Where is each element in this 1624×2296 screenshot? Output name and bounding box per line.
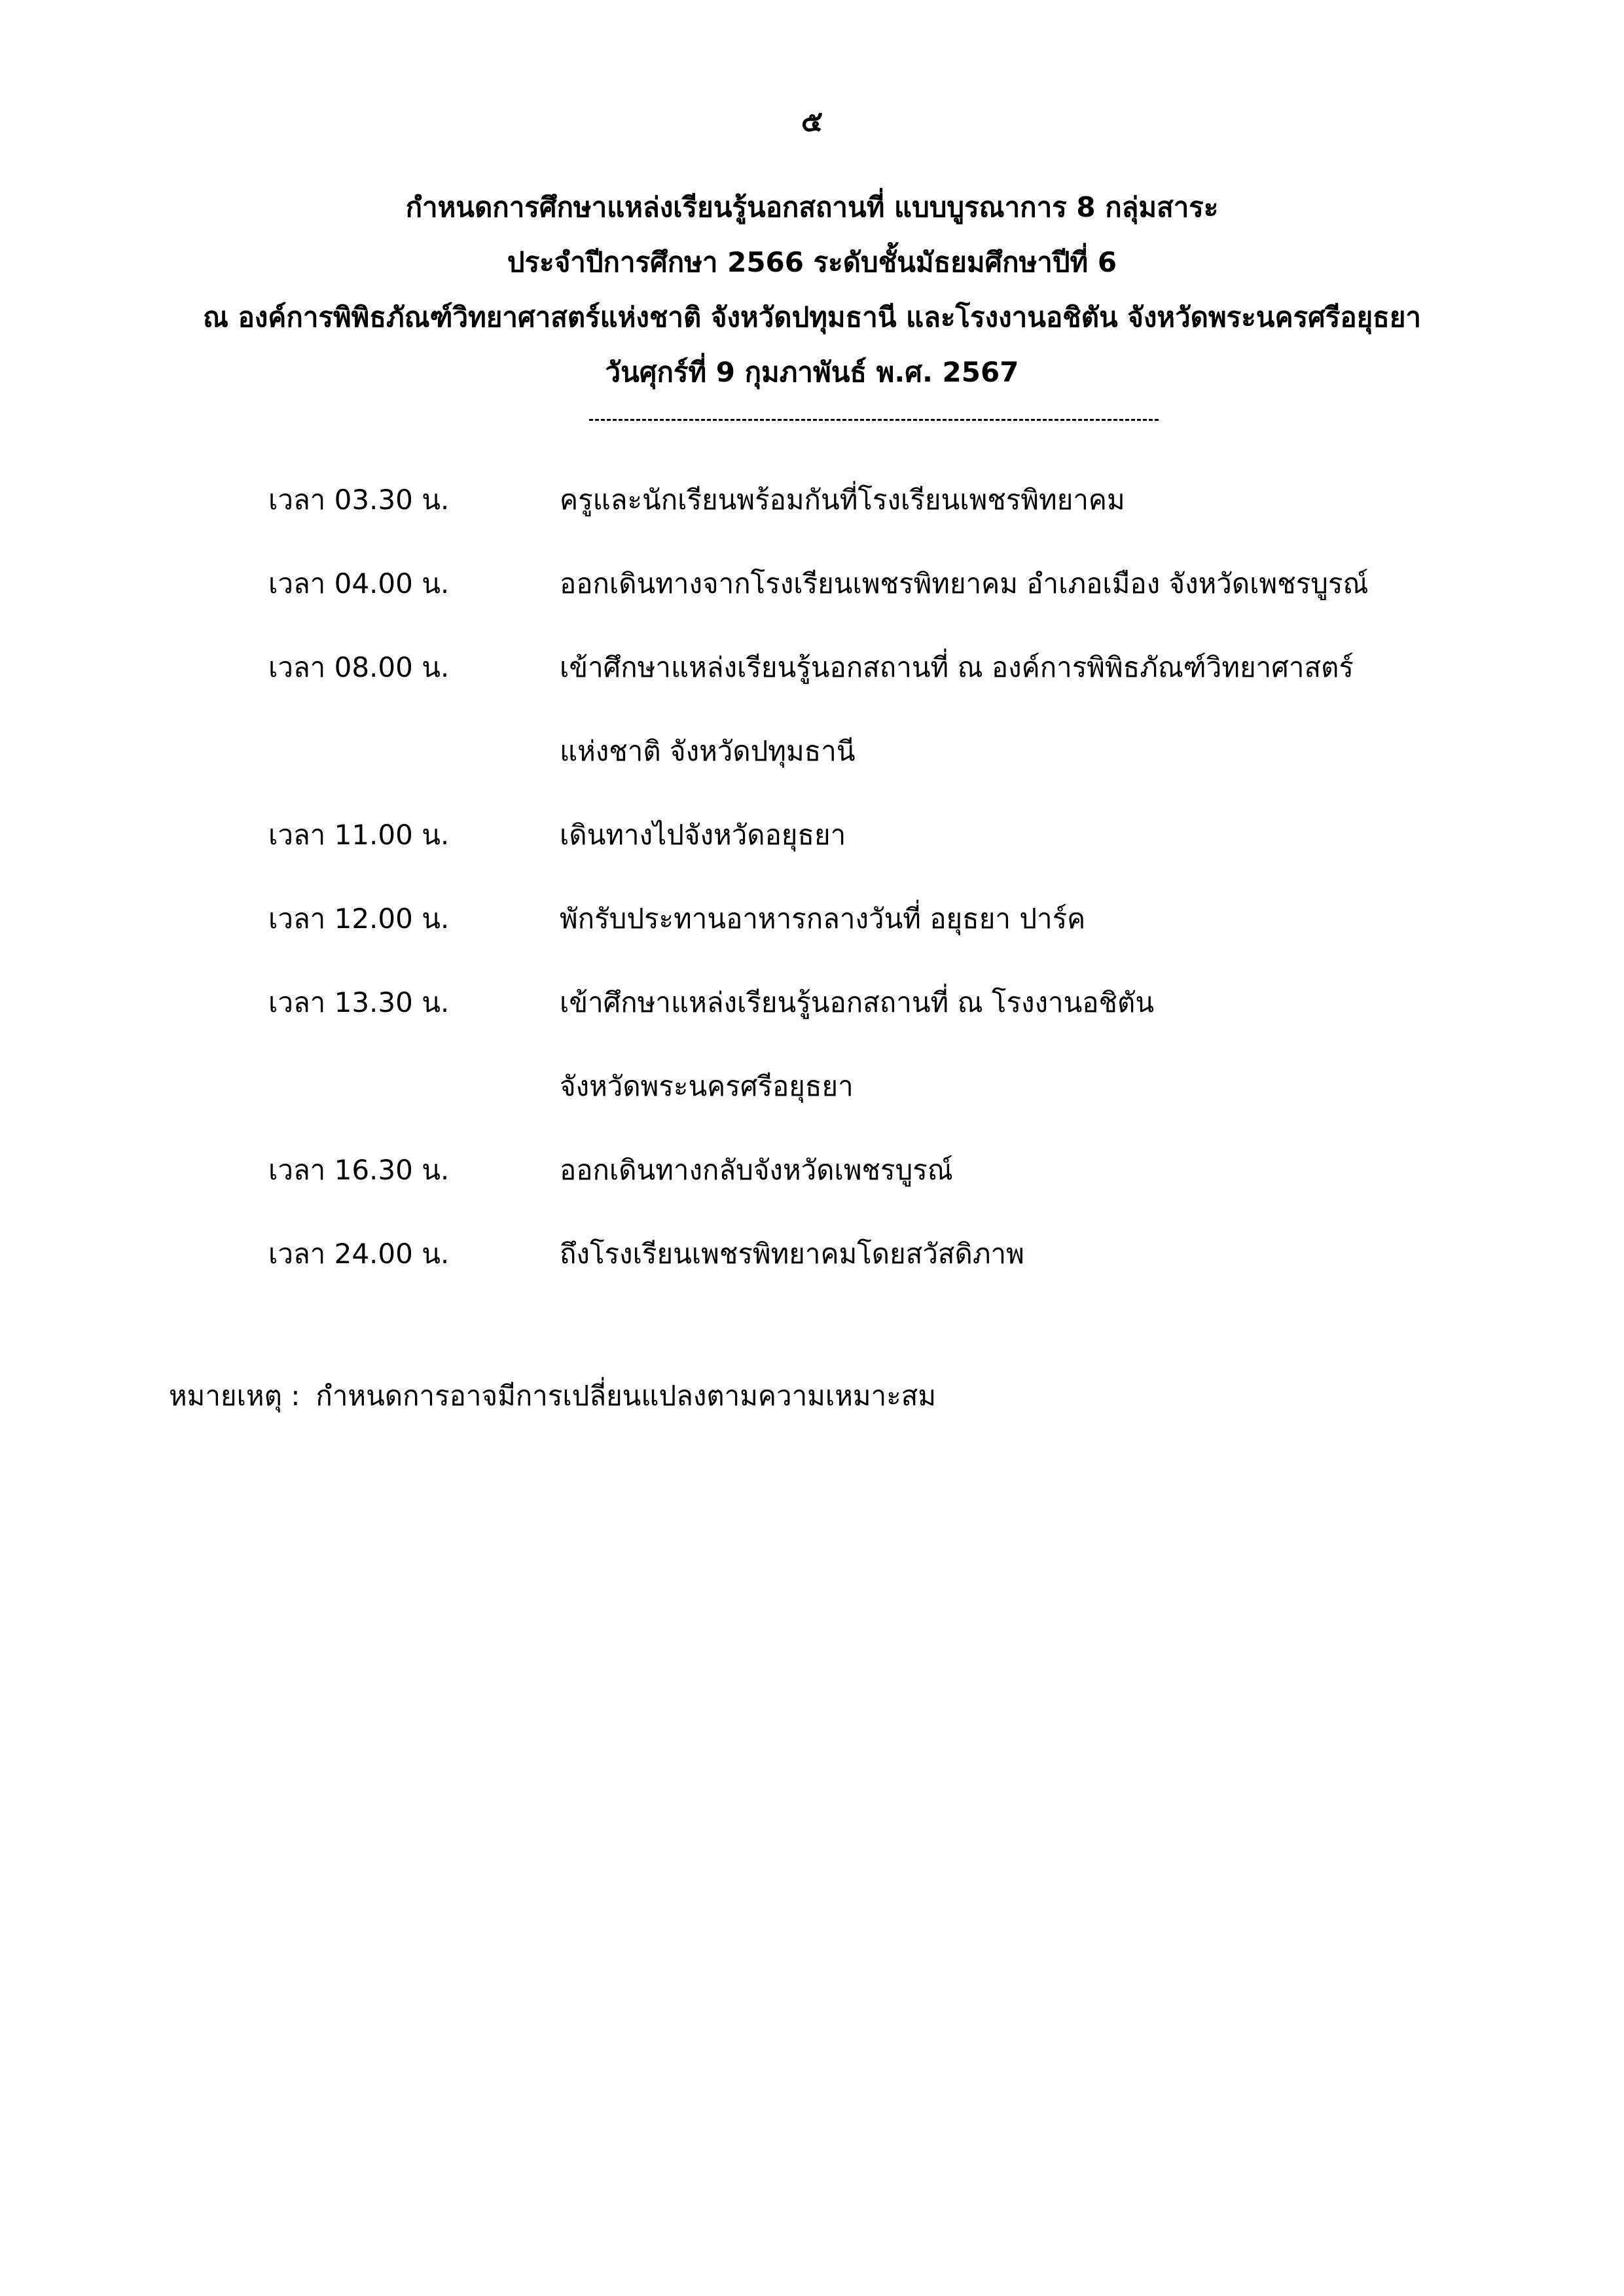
schedule-row	[268, 458, 1447, 542]
title-line: ณ องค์การพิพิธภัณฑ์วิทยาศาสตร์แห่งชาติ จังหวัดปทุมธานี และโรงงานอชิตัน จังหวัดพระนครศรีอยุธยา	[202, 301, 1422, 333]
schedule-activity: ครูและนักเรียนพร้อมกันที่โรงเรียนเพชรพิทยาคม	[560, 484, 1125, 516]
title-line: วันศุกร์ที่ 9 กุมภาพันธ์ พ.ศ. 2567	[605, 356, 1019, 388]
remark-text: กำหนดการอาจมีการเปลี่ยนแปลงตามความเหมาะสม	[316, 1380, 937, 1412]
schedule-time: เวลา 04.00 น.	[268, 567, 450, 600]
schedule-time: เวลา 12.00 น.	[268, 903, 450, 935]
schedule-activity: จังหวัดพระนครศรีอยุธยา	[560, 1070, 854, 1102]
page-number: ๕	[801, 105, 823, 138]
schedule-time: เวลา 08.00 น.	[268, 651, 450, 683]
schedule-row	[268, 1212, 1447, 1296]
schedule-activity: ถึงโรงเรียนเพชรพิทยาคมโดยสวัสดิภาพ	[560, 1238, 1024, 1270]
remark-label: หมายเหตุ :	[169, 1380, 300, 1412]
schedule-row-continuation	[268, 709, 1447, 793]
title-line: ประจำปีการศึกษา 2566 ระดับชั้นมัธยมศึกษาปีที่ 6	[507, 246, 1117, 278]
schedule-activity: เข้าศึกษาแหล่งเรียนรู้นอกสถานที่ ณ องค์การพิพิธภัณฑ์วิทยาศาสตร์	[560, 651, 1354, 683]
schedule-activity: เดินทางไปจังหวัดอยุธยา	[560, 819, 846, 851]
schedule-activity: เข้าศึกษาแหล่งเรียนรู้นอกสถานที่ ณ โรงงานอชิตัน	[560, 986, 1155, 1018]
schedule-row	[268, 961, 1447, 1045]
schedule-row-continuation	[268, 1045, 1447, 1128]
schedule-time: เวลา 13.30 น.	[268, 986, 450, 1018]
schedule-time: เวลา 11.00 น.	[268, 819, 450, 851]
schedule-activity: ออกเดินทางจากโรงเรียนเพชรพิทยาคม อำเภอเมือง จังหวัดเพชรบูรณ์	[560, 567, 1369, 600]
schedule-row	[268, 793, 1447, 877]
schedule-time: เวลา 24.00 น.	[268, 1238, 450, 1270]
schedule-row	[268, 877, 1447, 961]
schedule-list	[268, 458, 1447, 1296]
schedule-time: เวลา 16.30 น.	[268, 1154, 450, 1186]
title-line: กำหนดการศึกษาแหล่งเรียนรู้นอกสถานที่ แบบบูรณาการ 8 กลุ่มสาระ	[405, 191, 1219, 223]
remark	[169, 1374, 936, 1418]
schedule-row	[268, 626, 1447, 709]
schedule-activity: พักรับประทานอาหารกลางวันที่ อยุธยา ปาร์ค	[560, 903, 1086, 935]
document-title	[0, 180, 1624, 400]
schedule-activity: ออกเดินทางกลับจังหวัดเพชรบูรณ์	[560, 1154, 953, 1186]
schedule-row	[268, 1128, 1447, 1212]
schedule-time: เวลา 03.30 น.	[268, 484, 450, 516]
schedule-activity: แห่งชาติ จังหวัดปทุมธานี	[560, 735, 856, 767]
dashed-separator	[589, 419, 1159, 421]
schedule-row	[268, 542, 1447, 626]
